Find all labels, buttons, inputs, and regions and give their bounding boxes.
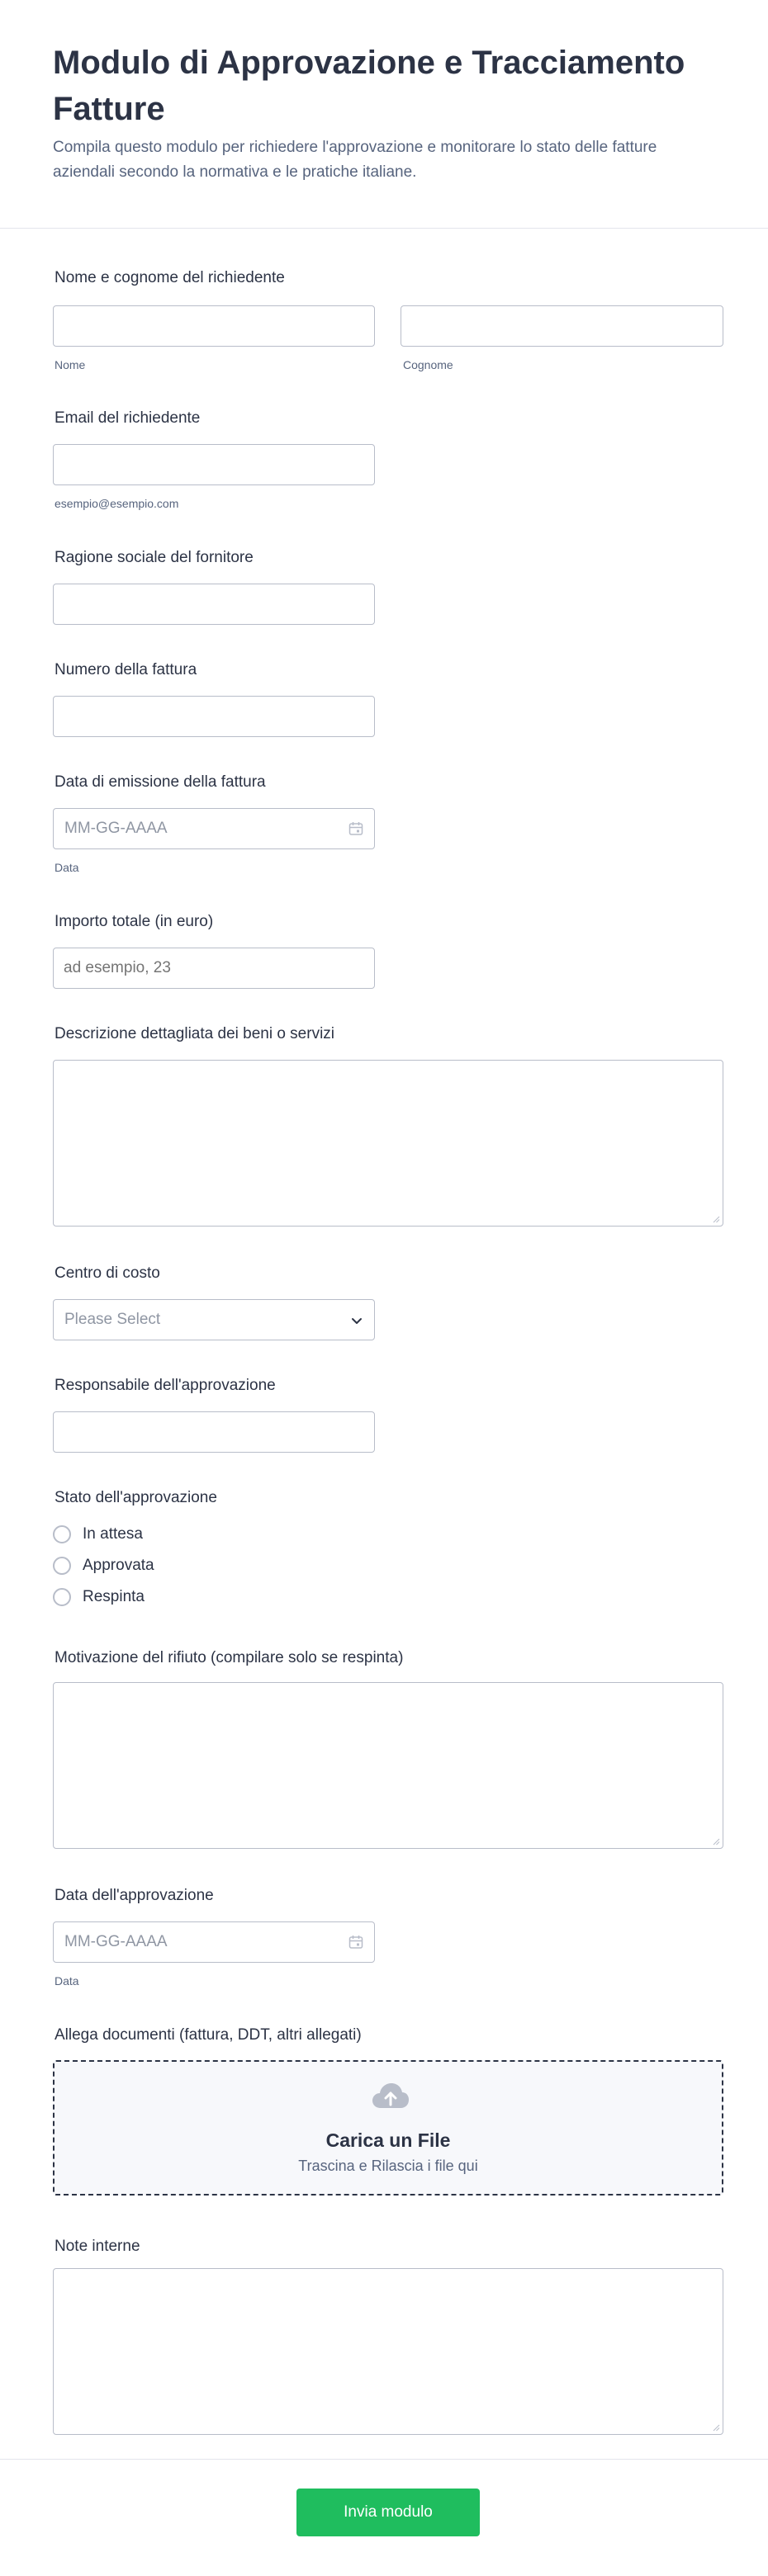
cloud-upload-icon: [371, 2080, 410, 2113]
approval-date-placeholder: MM-GG-AAAA: [64, 1933, 168, 1950]
email-field[interactable]: [53, 444, 375, 485]
issue-date-input[interactable]: [53, 808, 375, 849]
cost-center-select[interactable]: [53, 1299, 375, 1340]
radio-label: In attesa: [83, 1525, 143, 1543]
form-title: Modulo di Approvazione e Tracciamento Fatture: [53, 45, 685, 127]
email-sublabel: esempio@esempio.com: [55, 497, 179, 510]
calendar-icon[interactable]: [348, 1934, 364, 1950]
requester-name-label: Nome e cognome del richiedente: [55, 269, 285, 286]
file-upload-dropzone[interactable]: [53, 2060, 723, 2196]
status-option-respinta[interactable]: [53, 1586, 218, 1611]
form-description: Compila questo modulo per richiedere l'approvazione e monitorare lo stato delle fatture aziendali secondo la normativa e le pratiche italiane.: [53, 139, 657, 181]
radio-button[interactable]: [53, 1557, 71, 1575]
approver-label: Responsabile dell'approvazione: [55, 1377, 276, 1394]
amount-input[interactable]: [53, 948, 375, 989]
rejection-reason-label: Motivazione del rifiuto (compilare solo se respinta): [55, 1649, 404, 1666]
radio-button[interactable]: [53, 1525, 71, 1543]
footer-divider: [0, 2459, 768, 2460]
issue-date-sublabel: Data: [55, 861, 79, 874]
internal-notes-textarea[interactable]: [53, 2268, 723, 2435]
upload-title: Carica un File: [325, 2129, 451, 2151]
approval-date-label: Data dell'approvazione: [55, 1887, 214, 1904]
requester-email-label: Email del richiedente: [55, 409, 201, 427]
issue-date-placeholder: MM-GG-AAAA: [64, 820, 168, 837]
approver-input[interactable]: [53, 1411, 375, 1453]
cost-center-placeholder: Please Select: [64, 1311, 161, 1328]
form-header: [0, 0, 768, 229]
radio-label: Approvata: [83, 1557, 154, 1574]
resize-handle-icon[interactable]: [712, 1837, 720, 1846]
description-textarea[interactable]: [53, 1060, 723, 1227]
amount-label: Importo totale (in euro): [55, 913, 214, 930]
submit-button[interactable]: Invia modulo: [296, 2489, 480, 2536]
radio-label: Respinta: [83, 1588, 145, 1605]
radio-button[interactable]: [53, 1588, 71, 1606]
last-name-sublabel: Cognome: [403, 358, 453, 371]
cost-center-label: Centro di costo: [55, 1264, 160, 1282]
calendar-icon[interactable]: [348, 820, 364, 837]
approval-date-sublabel: Data: [55, 1974, 79, 1988]
invoice-number-input[interactable]: [53, 696, 375, 737]
status-option-in-attesa[interactable]: [53, 1524, 218, 1548]
resize-handle-icon[interactable]: [712, 2423, 720, 2432]
chevron-down-icon: [349, 1313, 364, 1328]
status-label: Stato dell'approvazione: [55, 1489, 217, 1506]
rejection-reason-textarea[interactable]: [53, 1682, 723, 1849]
resize-handle-icon[interactable]: [712, 1215, 720, 1223]
last-name-input[interactable]: [401, 305, 723, 347]
invoice-number-label: Numero della fattura: [55, 661, 197, 678]
issue-date-label: Data di emissione della fattura: [55, 773, 266, 791]
status-option-approvata[interactable]: [53, 1555, 218, 1580]
description-label: Descrizione dettagliata dei beni o servizi: [55, 1025, 335, 1042]
internal-notes-label: Note interne: [55, 2238, 140, 2255]
attachments-label: Allega documenti (fattura, DDT, altri allegati): [55, 2026, 362, 2044]
approval-date-input[interactable]: [53, 1921, 375, 1963]
supplier-label: Ragione sociale del fornitore: [55, 549, 254, 566]
supplier-input[interactable]: [53, 584, 375, 625]
first-name-input[interactable]: [53, 305, 375, 347]
first-name-sublabel: Nome: [55, 358, 86, 371]
upload-hint: Trascina e Rilascia i file qui: [298, 2158, 478, 2174]
